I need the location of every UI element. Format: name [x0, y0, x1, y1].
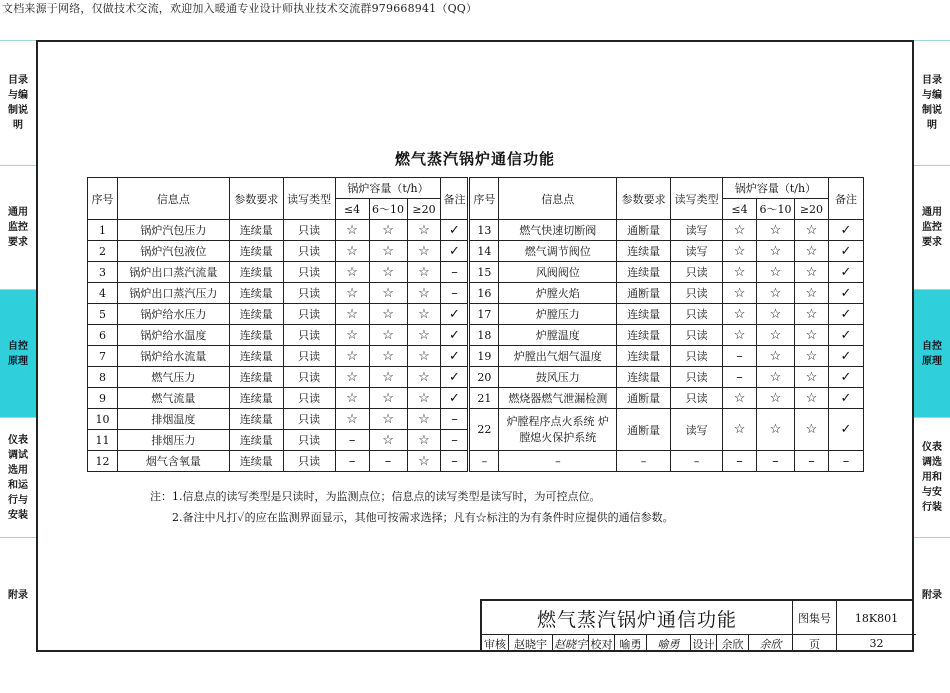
side-tab-label: 通用监控要求: [8, 207, 28, 248]
side-tab-label: 仪表调试选用和运行与安装: [8, 434, 28, 521]
row-cap-le4: ☆: [723, 241, 757, 262]
row-cap-le4: ☆: [723, 409, 757, 451]
row-no: 4: [88, 283, 118, 304]
row-cap-le4: ☆: [335, 220, 369, 241]
side-tab-label: 自控原理: [8, 340, 28, 367]
row-cap-le4: ☆: [723, 220, 757, 241]
row-info: 烟气含氧量: [117, 451, 229, 472]
row-cap-ge20: ☆: [407, 283, 441, 304]
row-remark: –: [441, 262, 469, 283]
row-rw: 读写: [671, 409, 723, 451]
side-tab-label: 附录: [922, 589, 942, 601]
row-remark: ✓: [441, 304, 469, 325]
row-cap-ge20: ☆: [794, 262, 828, 283]
row-remark: ✓: [828, 262, 863, 283]
row-no: 8: [88, 367, 118, 388]
side-tab-label: 通用监控要求: [922, 207, 942, 248]
row-info: 锅炉出口蒸汽压力: [117, 283, 229, 304]
row-no: 20: [469, 367, 499, 388]
table-row: [88, 388, 864, 409]
row-remark: ✓: [828, 325, 863, 346]
row-info: 锅炉汽包液位: [117, 241, 229, 262]
row-cap-ge20: ☆: [794, 325, 828, 346]
row-cap-le4: –: [723, 451, 757, 472]
row-no: 9: [88, 388, 118, 409]
row-remark: ✓: [828, 283, 863, 304]
row-info: 锅炉给水压力: [117, 304, 229, 325]
row-cap-6-10: ☆: [369, 346, 407, 367]
row-cap-6-10: –: [369, 451, 407, 472]
review-name: 赵晓宇: [508, 635, 552, 652]
row-cap-ge20: ☆: [407, 241, 441, 262]
row-cap-6-10: ☆: [757, 262, 795, 283]
side-tab-label: 仪表调选用和与安行装: [922, 442, 942, 513]
row-no: 10: [88, 409, 118, 430]
row-no: 17: [469, 304, 499, 325]
atlas-number: 18K801: [836, 601, 916, 635]
row-cap-6-10: ☆: [369, 220, 407, 241]
header-remark: 备注: [441, 178, 469, 220]
notes: [150, 486, 674, 528]
row-param: 连续量: [617, 325, 671, 346]
row-no: –: [469, 451, 499, 472]
row-remark: ✓: [441, 346, 469, 367]
side-tab-appendix[interactable]: [0, 538, 36, 652]
row-remark: ✓: [441, 367, 469, 388]
row-param: 通断量: [617, 409, 671, 451]
left-side-tabs: [0, 40, 36, 652]
row-cap-6-10: ☆: [757, 283, 795, 304]
row-info: 燃气流量: [117, 388, 229, 409]
row-cap-6-10: ☆: [369, 409, 407, 430]
right-side-tabs: [914, 40, 950, 652]
row-param: 连续量: [229, 346, 283, 367]
note-item: 2.备注中凡打✓的应在监测界面显示，其他可按需求选择；凡有☆标注的为有条件时应提供的通信参数。: [172, 511, 674, 524]
row-cap-ge20: ☆: [407, 325, 441, 346]
row-cap-ge20: ☆: [407, 262, 441, 283]
row-cap-le4: ☆: [723, 325, 757, 346]
header-param: 参数要求: [229, 178, 283, 220]
table-row: [88, 346, 864, 367]
row-cap-6-10: ☆: [369, 304, 407, 325]
row-info: 炉膛出气烟气温度: [499, 346, 617, 367]
row-cap-le4: –: [335, 430, 369, 451]
row-cap-le4: ☆: [335, 346, 369, 367]
row-param: 连续量: [617, 262, 671, 283]
header-param: 参数要求: [617, 178, 671, 220]
row-rw: 只读: [671, 367, 723, 388]
row-param: –: [617, 451, 671, 472]
row-cap-ge20: ☆: [794, 346, 828, 367]
header-info: 信息点: [499, 178, 617, 220]
row-no: 1: [88, 220, 118, 241]
row-cap-ge20: ☆: [407, 346, 441, 367]
row-info: 排烟温度: [117, 409, 229, 430]
header-info: 信息点: [117, 178, 229, 220]
row-no: 18: [469, 325, 499, 346]
row-cap-6-10: ☆: [757, 220, 795, 241]
table-header-row: [88, 178, 864, 199]
table-row: [88, 283, 864, 304]
atlas-label: 图集号: [792, 601, 836, 635]
row-rw: 只读: [671, 346, 723, 367]
row-cap-le4: –: [335, 451, 369, 472]
header-cap-le4: ≤4: [723, 199, 757, 220]
row-remark: ✓: [828, 409, 863, 451]
row-no: 6: [88, 325, 118, 346]
row-no: 16: [469, 283, 499, 304]
row-no: 22: [469, 409, 499, 451]
header-capacity: 锅炉容量（t/h）: [335, 178, 441, 199]
row-cap-6-10: ☆: [369, 325, 407, 346]
row-cap-le4: ☆: [335, 262, 369, 283]
row-param: 连续量: [229, 451, 283, 472]
row-param: 通断量: [617, 388, 671, 409]
row-param: 连续量: [229, 262, 283, 283]
row-cap-6-10: ☆: [757, 325, 795, 346]
row-remark: ✓: [828, 388, 863, 409]
row-remark: –: [441, 283, 469, 304]
row-cap-6-10: ☆: [757, 409, 795, 451]
row-cap-6-10: ☆: [369, 283, 407, 304]
row-cap-6-10: ☆: [757, 388, 795, 409]
table-row: [88, 241, 864, 262]
row-info: 燃烧器燃气泄漏检测: [499, 388, 617, 409]
row-param: 连续量: [617, 304, 671, 325]
row-cap-ge20: ☆: [794, 304, 828, 325]
row-param: 连续量: [229, 304, 283, 325]
row-cap-6-10: ☆: [757, 241, 795, 262]
row-remark: ✓: [441, 325, 469, 346]
header-cap-6-10: 6～10: [757, 199, 795, 220]
row-param: 连续量: [229, 283, 283, 304]
row-info: 排烟压力: [117, 430, 229, 451]
page-label: 页: [792, 635, 836, 652]
row-info: 锅炉给水温度: [117, 325, 229, 346]
row-cap-le4: ☆: [723, 388, 757, 409]
review-signature: 赵晓宇: [552, 635, 588, 652]
side-tab-general[interactable]: [914, 166, 950, 290]
row-cap-6-10: ☆: [369, 367, 407, 388]
row-info: 炉膛压力: [499, 304, 617, 325]
row-info: 锅炉出口蒸汽流量: [117, 262, 229, 283]
header-cap-ge20: ≥20: [794, 199, 828, 220]
row-remark: –: [441, 409, 469, 430]
design-name: 余欣: [716, 635, 748, 652]
table-row: [88, 262, 864, 283]
communication-table: [87, 177, 864, 472]
row-param: 通断量: [617, 220, 671, 241]
row-remark: ✓: [828, 220, 863, 241]
side-tab-control-principle[interactable]: [0, 290, 36, 418]
row-no: 15: [469, 262, 499, 283]
header-rw: 读写类型: [283, 178, 335, 220]
side-tab-appendix[interactable]: [914, 538, 950, 652]
notes-label: 注：: [150, 490, 172, 503]
row-cap-le4: ☆: [335, 409, 369, 430]
row-no: 19: [469, 346, 499, 367]
row-cap-ge20: ☆: [794, 283, 828, 304]
row-cap-ge20: ☆: [407, 451, 441, 472]
row-cap-6-10: ☆: [369, 262, 407, 283]
row-cap-ge20: ☆: [794, 367, 828, 388]
row-remark: ✓: [828, 346, 863, 367]
header-rw: 读写类型: [671, 178, 723, 220]
row-info: 燃气调节阀位: [499, 241, 617, 262]
header-no: 序号: [469, 178, 499, 220]
table-row: [88, 220, 864, 241]
side-tab-label: 自控原理: [922, 340, 942, 367]
row-no: 12: [88, 451, 118, 472]
table-row: [88, 304, 864, 325]
row-remark: ✓: [441, 241, 469, 262]
row-cap-ge20: ☆: [794, 409, 828, 451]
row-param: 连续量: [229, 409, 283, 430]
row-cap-le4: ☆: [335, 283, 369, 304]
side-tab-general[interactable]: [0, 166, 36, 290]
row-remark: ✓: [828, 304, 863, 325]
row-info: 燃气快速切断阀: [499, 220, 617, 241]
row-rw: –: [671, 451, 723, 472]
row-info: 锅炉汽包压力: [117, 220, 229, 241]
title-block: [480, 599, 914, 652]
row-cap-ge20: ☆: [407, 220, 441, 241]
row-no: 13: [469, 220, 499, 241]
row-rw: 读写: [671, 241, 723, 262]
row-rw: 只读: [283, 430, 335, 451]
row-info: –: [499, 451, 617, 472]
header-capacity: 锅炉容量（t/h）: [723, 178, 829, 199]
row-no: 2: [88, 241, 118, 262]
design-label: 设计: [690, 635, 716, 652]
row-rw: 只读: [671, 325, 723, 346]
header-cap-6-10: 6～10: [369, 199, 407, 220]
check-label: 校对: [588, 635, 614, 652]
row-remark: ✓: [441, 220, 469, 241]
row-cap-6-10: ☆: [757, 346, 795, 367]
row-no: 5: [88, 304, 118, 325]
row-rw: 只读: [283, 262, 335, 283]
header-cap-ge20: ≥20: [407, 199, 441, 220]
watermark-text: 文档来源于网络，仅做技术交流，欢迎加入暖通专业设计师执业技术交流群979668941（QQ）: [2, 2, 478, 15]
check-name: 喻勇: [614, 635, 646, 652]
row-rw: 只读: [283, 451, 335, 472]
row-cap-ge20: –: [794, 451, 828, 472]
row-cap-ge20: ☆: [407, 304, 441, 325]
row-cap-6-10: ☆: [757, 367, 795, 388]
row-cap-ge20: ☆: [407, 367, 441, 388]
row-info: 燃气压力: [117, 367, 229, 388]
side-tab-instrument[interactable]: [0, 418, 36, 538]
row-cap-ge20: ☆: [794, 220, 828, 241]
side-tab-label: 附录: [8, 589, 28, 601]
table-row: [88, 451, 864, 472]
row-no: 21: [469, 388, 499, 409]
row-cap-le4: ☆: [335, 325, 369, 346]
row-no: 7: [88, 346, 118, 367]
row-rw: 只读: [671, 262, 723, 283]
row-param: 连续量: [229, 241, 283, 262]
row-rw: 只读: [283, 367, 335, 388]
row-cap-le4: ☆: [335, 388, 369, 409]
row-cap-le4: ☆: [723, 304, 757, 325]
row-remark: ✓: [828, 241, 863, 262]
row-no: 11: [88, 430, 118, 451]
row-cap-6-10: ☆: [369, 241, 407, 262]
row-param: 连续量: [229, 220, 283, 241]
table-row: [88, 367, 864, 388]
row-remark: –: [441, 451, 469, 472]
side-tab-instrument[interactable]: [914, 418, 950, 538]
row-rw: 只读: [671, 388, 723, 409]
row-remark: –: [441, 430, 469, 451]
row-info: 炉膛温度: [499, 325, 617, 346]
header-no: 序号: [88, 178, 118, 220]
row-param: 通断量: [617, 283, 671, 304]
row-rw: 只读: [283, 325, 335, 346]
row-no: 3: [88, 262, 118, 283]
side-tab-label: 目录与编制说明: [8, 75, 28, 131]
row-remark: –: [828, 451, 863, 472]
row-cap-le4: ☆: [335, 367, 369, 388]
row-rw: 只读: [671, 304, 723, 325]
table-row: [88, 409, 864, 430]
side-tab-label: 目录与编制说明: [922, 75, 942, 131]
side-tab-control-principle[interactable]: [914, 290, 950, 418]
row-cap-6-10: –: [757, 451, 795, 472]
review-label: 审核: [484, 637, 506, 651]
row-param: 连续量: [617, 346, 671, 367]
row-cap-le4: ☆: [723, 262, 757, 283]
row-param: 连续量: [229, 325, 283, 346]
row-rw: 只读: [283, 220, 335, 241]
row-cap-le4: ☆: [723, 283, 757, 304]
row-cap-ge20: ☆: [794, 388, 828, 409]
row-rw: 只读: [283, 283, 335, 304]
row-remark: ✓: [828, 367, 863, 388]
row-param: 连续量: [229, 388, 283, 409]
row-rw: 读写: [671, 220, 723, 241]
row-info: 炉膛火焰: [499, 283, 617, 304]
row-param: 连续量: [229, 430, 283, 451]
row-info: 炉膛程序点火系统 炉膛熄火保护系统: [499, 409, 617, 451]
row-cap-6-10: ☆: [757, 304, 795, 325]
row-cap-ge20: ☆: [407, 388, 441, 409]
row-rw: 只读: [283, 346, 335, 367]
header-remark: 备注: [828, 178, 863, 220]
row-param: 连续量: [617, 241, 671, 262]
row-info: 风阀阀位: [499, 262, 617, 283]
row-rw: 只读: [283, 241, 335, 262]
row-info: 鼓风压力: [499, 367, 617, 388]
row-cap-ge20: ☆: [794, 241, 828, 262]
page-number: 32: [836, 635, 916, 652]
header-cap-le4: ≤4: [335, 199, 369, 220]
row-cap-le4: –: [723, 367, 757, 388]
row-cap-6-10: ☆: [369, 430, 407, 451]
page-title: 燃气蒸汽锅炉通信功能: [394, 150, 555, 168]
design-signature: 余欣: [748, 635, 792, 652]
row-info: 锅炉给水流量: [117, 346, 229, 367]
row-rw: 只读: [671, 283, 723, 304]
row-cap-ge20: ☆: [407, 430, 441, 451]
table-row: [88, 325, 864, 346]
title-block-title: 燃气蒸汽锅炉通信功能: [536, 608, 737, 631]
row-no: 14: [469, 241, 499, 262]
row-cap-le4: –: [723, 346, 757, 367]
row-param: 连续量: [229, 367, 283, 388]
row-rw: 只读: [283, 388, 335, 409]
row-rw: 只读: [283, 304, 335, 325]
row-remark: ✓: [441, 388, 469, 409]
row-param: 连续量: [617, 367, 671, 388]
check-signature: 喻勇: [646, 635, 690, 652]
row-cap-le4: ☆: [335, 241, 369, 262]
row-cap-le4: ☆: [335, 304, 369, 325]
row-cap-ge20: ☆: [407, 409, 441, 430]
row-cap-6-10: ☆: [369, 388, 407, 409]
note-item: 1.信息点的读写类型是只读时，为监测点位；信息点的读写类型是读写时，为可控点位。: [172, 490, 601, 503]
row-rw: 只读: [283, 409, 335, 430]
